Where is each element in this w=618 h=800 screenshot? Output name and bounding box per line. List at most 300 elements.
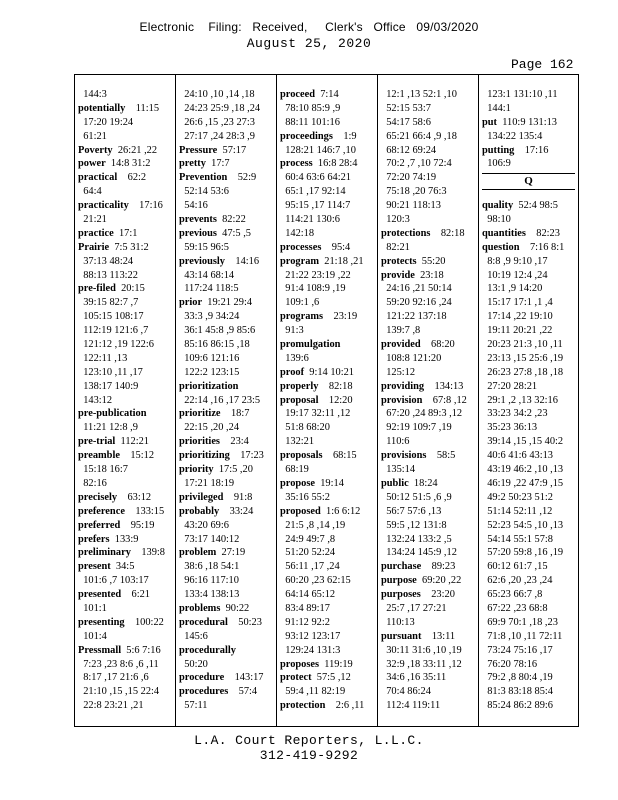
index-refs: 139:6: [280, 352, 309, 364]
index-entry: [381, 88, 467, 102]
index-refs: 139:8: [130, 547, 165, 559]
index-refs: 13:1 ,9 14:20: [482, 283, 543, 295]
index-refs: 43:20 69:6: [179, 519, 229, 531]
index-word: pretty: [179, 158, 206, 170]
index-entry: [280, 116, 364, 130]
index-refs: 123:10 ,11 ,17: [78, 366, 143, 378]
index-refs: 26:23 27:8 ,18 ,18: [482, 366, 564, 378]
index-refs: 22:8 23:21 ,21: [78, 700, 144, 712]
index-entry: [381, 602, 467, 616]
index-entry: [381, 171, 467, 185]
index-entry: [381, 227, 467, 241]
index-entry: [78, 630, 165, 644]
index-word: proposed: [280, 505, 321, 517]
index-entry: [280, 241, 364, 255]
index-refs: 88:13 113:22: [78, 269, 138, 281]
index-word: proposals: [280, 450, 323, 462]
index-refs: 92:19 109:7 ,19: [381, 422, 452, 434]
index-refs: 21:18 ,21: [319, 255, 364, 267]
index-entry: [482, 269, 564, 283]
index-word: prior: [179, 297, 203, 309]
index-refs: 56:11 ,17 ,24: [280, 561, 340, 573]
index-word: proceed: [280, 89, 316, 100]
index-entry: [179, 644, 264, 658]
index-entry: [179, 199, 264, 213]
index-refs: 23:19: [323, 311, 358, 323]
index-refs: 133:4 138:13: [179, 589, 240, 601]
index-entry: [482, 477, 564, 491]
index-entry: [78, 296, 165, 310]
index-refs: 35:23 36:13: [482, 422, 538, 434]
index-refs: 23:18: [414, 269, 444, 281]
index-word: prioritize: [179, 408, 221, 420]
index-column-1: [78, 88, 165, 713]
page-number: Page 162: [511, 57, 574, 72]
index-entry: [280, 421, 364, 435]
index-refs: 25:7 ,17 27:21: [381, 602, 447, 614]
index-entry: [381, 616, 467, 630]
index-refs: 5:6 7:16: [121, 644, 161, 656]
index-refs: 8:17 ,17 21:6 ,6: [78, 672, 149, 684]
index-entry: [280, 407, 364, 421]
index-entry: [280, 394, 364, 408]
index-entry: [381, 449, 467, 463]
index-refs: 132:24 133:2 ,5: [381, 533, 452, 545]
index-refs: 106:9: [482, 158, 511, 170]
index-entry: [482, 616, 564, 630]
index-entry: [280, 130, 364, 144]
index-entry: [381, 491, 467, 505]
index-entry: [78, 449, 165, 463]
index-refs: 57:5 ,12: [311, 672, 351, 684]
index-refs: 133:15: [124, 505, 165, 517]
index-refs: 17:5 ,20: [213, 464, 253, 476]
index-refs: 112:19 121:6 ,7: [78, 325, 149, 337]
index-refs: 90:21 118:13: [381, 200, 441, 212]
index-entry: [179, 338, 264, 352]
index-entry: [78, 421, 165, 435]
index-entry: [280, 602, 364, 616]
index-entry: [179, 324, 264, 338]
index-word: quality: [482, 200, 514, 212]
index-refs: 70:4 86:24: [381, 686, 431, 698]
footer-phone: 312-419-9292: [259, 748, 359, 763]
index-refs: 110:6: [381, 436, 410, 448]
index-refs: 52:15 53:7: [381, 102, 431, 114]
index-entry: [78, 407, 165, 421]
index-refs: 105:15 108:17: [78, 311, 144, 323]
index-refs: 100:22: [124, 616, 164, 628]
index-word: purposes: [381, 589, 421, 601]
index-refs: 108:8 121:20: [381, 352, 442, 364]
index-entry: [482, 199, 564, 213]
index-refs: 27:19: [216, 547, 246, 559]
index-refs: 62:6 ,20 ,23 ,24: [482, 575, 553, 587]
index-word: providing: [381, 380, 425, 392]
index-entry: [179, 435, 264, 449]
index-refs: 91:4 108:9 ,19: [280, 283, 346, 295]
index-entry: [381, 588, 467, 602]
index-refs: 82:16: [78, 477, 107, 489]
index-entry: [482, 102, 564, 116]
index-entry: [280, 505, 364, 519]
index-entry: [179, 407, 264, 421]
index-word: provision: [381, 394, 423, 406]
index-word: proceedings: [280, 130, 333, 142]
index-refs: 17:7: [205, 158, 230, 170]
index-word: program: [280, 255, 320, 267]
index-refs: 10:19 12:4 ,24: [482, 269, 548, 281]
index-refs: 57:11: [179, 700, 208, 712]
index-refs: 76:20 78:16: [482, 658, 538, 670]
index-word: public: [381, 477, 409, 489]
index-refs: 26:21 ,22: [112, 144, 158, 156]
index-entry: [482, 255, 564, 269]
index-word: Pressmall: [78, 644, 122, 656]
index-entry: [482, 685, 564, 699]
index-entry: [280, 477, 364, 491]
index-refs: 23:20: [420, 589, 455, 601]
index-word: Poverty: [78, 144, 113, 156]
index-refs: 14:8 31:2: [105, 158, 151, 170]
index-word: prioritizing: [179, 450, 230, 462]
index-entry: [78, 546, 165, 560]
index-entry: [482, 241, 564, 255]
index-entry: [280, 185, 364, 199]
index-refs: 50:12 51:5 ,6 ,9: [381, 491, 452, 503]
index-refs: 96:16 117:10: [179, 575, 239, 587]
index-refs: 67:20 ,24 89:3 ,12: [381, 408, 463, 420]
index-entry: [179, 449, 264, 463]
index-word: practice: [78, 227, 114, 239]
index-refs: 120:3: [381, 214, 410, 226]
index-refs: 54:17 58:6: [381, 116, 431, 128]
index-entry: [381, 282, 467, 296]
index-entry: [280, 560, 364, 574]
index-entry: [280, 449, 364, 463]
index-refs: 82:18: [430, 227, 465, 239]
footer-company: L.A. Court Reporters, L.L.C.: [194, 733, 424, 748]
index-entry: [179, 463, 264, 477]
index-refs: 24:23 25:9 ,18 ,24: [179, 102, 261, 114]
index-refs: 34:6 ,16 35:11: [381, 672, 447, 684]
index-refs: 34:5: [110, 561, 135, 573]
index-refs: 117:24 118:5: [179, 283, 239, 295]
index-entry: [179, 588, 264, 602]
index-refs: 51:20 52:24: [280, 547, 336, 559]
index-refs: 134:13: [424, 380, 464, 392]
index-refs: 125:12: [381, 366, 416, 378]
index-word: protect: [280, 672, 312, 684]
index-entry: [280, 296, 364, 310]
index-word: pre-filed: [78, 283, 116, 295]
index-entry: [482, 227, 564, 241]
index-refs: 52:4 98:5: [513, 200, 558, 212]
index-entry: [280, 324, 364, 338]
index-refs: 60:20 ,23 62:15: [280, 575, 351, 587]
index-refs: 47:5 ,5: [216, 227, 251, 239]
index-entry: [381, 338, 467, 352]
index-refs: 12:20: [318, 394, 353, 406]
index-refs: 22:14 ,16 ,17 23:5: [179, 394, 261, 406]
index-entry: [179, 227, 264, 241]
index-entry: [78, 463, 165, 477]
index-entry: [78, 157, 165, 171]
index-entry: [78, 227, 165, 241]
index-entry: [280, 380, 364, 394]
index-refs: 30:11 31:6 ,10 ,19: [381, 644, 462, 656]
index-word: preamble: [78, 450, 120, 462]
index-entry: [78, 671, 165, 685]
index-refs: 16:8 28:4: [312, 158, 358, 170]
index-refs: 1:6 6:12: [320, 505, 361, 517]
index-entry: [482, 574, 564, 588]
index-refs: 46:19 ,22 47:9 ,15: [482, 477, 564, 489]
index-refs: 68:15: [322, 450, 357, 462]
index-entry: [78, 144, 165, 158]
index-refs: 60:12 61:7 ,15: [482, 561, 548, 573]
index-refs: 61:21: [78, 130, 107, 142]
index-word: putting: [482, 144, 515, 156]
index-refs: 52:14 53:6: [179, 186, 229, 198]
index-refs: 18:24: [408, 477, 438, 489]
index-refs: 98:10: [482, 214, 511, 226]
index-column-4: [381, 88, 467, 713]
index-entry: [482, 658, 564, 672]
index-entry: [482, 394, 564, 408]
index-entry: [179, 352, 264, 366]
index-entry: [482, 671, 564, 685]
index-entry: [381, 269, 467, 283]
index-entry: [179, 296, 264, 310]
index-word: protections: [381, 227, 431, 239]
index-word: provisions: [381, 450, 427, 462]
index-refs: 70:2 ,7 ,10 72:4: [381, 158, 452, 170]
index-word: preliminary: [78, 547, 131, 559]
index-refs: 62:2: [117, 172, 147, 184]
index-refs: 95:19: [120, 519, 155, 531]
index-refs: 20:15: [115, 283, 145, 295]
index-entry: [482, 699, 564, 713]
index-refs: 122:11 ,13: [78, 352, 128, 364]
index-entry: [179, 269, 264, 283]
index-entry: [179, 88, 264, 102]
index-entry: [280, 533, 364, 547]
index-entry: [381, 644, 467, 658]
index-word: practicality: [78, 200, 129, 212]
index-entry: [179, 171, 264, 185]
index-column-3: [280, 88, 364, 713]
index-word: programs: [280, 311, 324, 323]
index-entry: [78, 171, 165, 185]
index-refs: 21:21: [78, 214, 107, 226]
index-refs: 21:22 23:19 ,22: [280, 269, 351, 281]
index-refs: 89:23: [421, 561, 456, 573]
index-refs: 54:16: [179, 200, 208, 212]
index-entry: [482, 533, 564, 547]
index-word: priority: [179, 464, 214, 476]
index-refs: 85:24 86:2 89:6: [482, 700, 554, 712]
index-entry: [78, 282, 165, 296]
index-refs: 57:4: [228, 686, 258, 698]
index-entry: [280, 658, 364, 672]
index-entry: [179, 546, 264, 560]
index-refs: 78:10 85:9 ,9: [280, 102, 341, 114]
index-refs: 67:22 ,23 68:8: [482, 602, 548, 614]
index-refs: 9:14 10:21: [304, 366, 354, 378]
index-word: Pressure: [179, 144, 218, 156]
index-refs: 56:7 57:6 ,13: [381, 505, 442, 517]
index-refs: 69:20 ,22: [416, 575, 462, 587]
index-refs: 7:5 31:2: [109, 241, 149, 253]
index-entry: [179, 616, 264, 630]
index-refs: 36:1 45:8 ,9 85:6: [179, 325, 256, 337]
index-refs: 8:8 ,9 9:10 ,17: [482, 255, 548, 267]
index-refs: 65:21 66:4 ,9 ,18: [381, 130, 457, 142]
index-entry: [179, 421, 264, 435]
index-entry: [381, 560, 467, 574]
index-refs: 112:21: [115, 436, 150, 448]
index-entry: [381, 366, 467, 380]
index-refs: 15:12: [119, 450, 155, 462]
index-entry: [381, 505, 467, 519]
index-entry: [482, 282, 564, 296]
column-divider: [175, 74, 176, 727]
index-word: prioritization: [179, 380, 239, 392]
index-refs: 1:9: [332, 130, 357, 142]
index-word: pursuant: [381, 630, 422, 642]
index-refs: 110:9 131:13: [497, 116, 557, 128]
index-entry: [280, 282, 364, 296]
index-entry: [179, 560, 264, 574]
index-entry: [280, 463, 364, 477]
index-refs: 91:12 92:2: [280, 616, 330, 628]
index-entry: [179, 519, 264, 533]
filing-header: Electronic Filing: Received, Clerk's Office 09/03/2020: [139, 20, 479, 34]
index-refs: 59:4 ,11 82:19: [280, 686, 346, 698]
index-refs: 19:11 20:21 ,22: [482, 325, 553, 337]
index-entry: [381, 463, 467, 477]
index-refs: 109:1 ,6: [280, 297, 320, 309]
index-refs: 85:16 86:15 ,18: [179, 339, 250, 351]
index-refs: 11:15: [125, 102, 160, 114]
index-entry: [78, 88, 165, 102]
index-refs: 12:1 ,13 52:1 ,10: [381, 89, 457, 100]
index-refs: 2:6 ,11: [325, 700, 365, 712]
index-entry: [280, 310, 364, 324]
index-refs: 142:18: [280, 227, 315, 239]
index-entry: [381, 658, 467, 672]
index-refs: 35:16 55:2: [280, 491, 330, 503]
index-refs: 82:21: [381, 241, 410, 253]
index-entry: [381, 407, 467, 421]
index-refs: 51:14 52:11 ,12: [482, 505, 553, 517]
index-entry: [78, 380, 165, 394]
index-entry: [381, 185, 467, 199]
index-entry: [78, 658, 165, 672]
index-entry: [78, 602, 165, 616]
index-refs: 145:6: [179, 630, 208, 642]
index-word: problem: [179, 547, 217, 559]
index-refs: 59:15 96:5: [179, 241, 229, 253]
index-refs: 51:8 68:20: [280, 422, 330, 434]
index-word: preference: [78, 505, 125, 517]
index-word: privileged: [179, 491, 224, 503]
index-entry: [381, 255, 467, 269]
index-refs: 17:14 ,22 19:10: [482, 311, 553, 323]
index-refs: 13:11: [421, 630, 456, 642]
index-word: provide: [381, 269, 415, 281]
index-entry: [78, 560, 165, 574]
index-refs: 69:9 70:1 ,18 ,23: [482, 616, 558, 628]
index-word: Prevention: [179, 172, 228, 184]
index-entry: [482, 338, 564, 352]
index-word: problems: [179, 602, 221, 614]
index-entry: [280, 338, 364, 352]
index-entry: [381, 394, 467, 408]
index-refs: 19:21 29:4: [202, 297, 253, 309]
index-entry: [78, 338, 165, 352]
index-refs: 134:22 135:4: [482, 130, 543, 142]
index-entry: [280, 671, 364, 685]
index-entry: [381, 296, 467, 310]
index-entry: [280, 685, 364, 699]
index-refs: 55:20: [416, 255, 446, 267]
index-entry: [482, 116, 564, 130]
index-entry: [179, 282, 264, 296]
index-entry: [482, 407, 564, 421]
index-word: procedure: [179, 672, 225, 684]
index-refs: 52:23 54:5 ,10 ,13: [482, 519, 564, 531]
index-word: potentially: [78, 102, 126, 114]
index-entry: [179, 116, 264, 130]
index-word: practical: [78, 172, 118, 184]
index-refs: 143:17: [224, 672, 264, 684]
index-word: purpose: [381, 575, 417, 587]
index-refs: 40:6 41:6 43:13: [482, 450, 554, 462]
index-refs: 52:9: [227, 172, 257, 184]
index-refs: 29:1 ,2 ,13 32:16: [482, 394, 558, 406]
index-entry: [482, 130, 564, 144]
index-refs: 81:3 83:18 85:4: [482, 686, 554, 698]
index-refs: 71:8 ,10 ,11 72:11: [482, 630, 563, 642]
index-refs: 39:15 82:7 ,7: [78, 297, 139, 309]
index-entry: [78, 352, 165, 366]
index-entry: [482, 213, 564, 227]
index-entry: [482, 449, 564, 463]
index-refs: 68:12 69:24: [381, 144, 437, 156]
index-entry: [78, 116, 165, 130]
index-word: previous: [179, 227, 217, 239]
index-entry: [78, 533, 165, 547]
index-entry: [482, 310, 564, 324]
index-refs: 50:20: [179, 658, 208, 670]
index-refs: 24:9 49:7 ,8: [280, 533, 336, 545]
index-refs: 73:24 75:16 ,17: [482, 644, 553, 656]
index-refs: 17:21 18:19: [179, 477, 235, 489]
index-entry: [179, 658, 264, 672]
index-refs: 17:1: [113, 227, 138, 239]
index-refs: 59:20 92:16 ,24: [381, 297, 452, 309]
index-column-2: [179, 88, 264, 713]
index-entry: [179, 102, 264, 116]
index-entry: [482, 421, 564, 435]
index-refs: 68:20: [420, 339, 455, 351]
index-refs: 19:17 32:11 ,12: [280, 408, 351, 420]
index-word: Prairie: [78, 241, 110, 253]
index-refs: 123:1 131:10 ,11: [482, 89, 558, 100]
section-letter-q: Q: [482, 173, 575, 190]
